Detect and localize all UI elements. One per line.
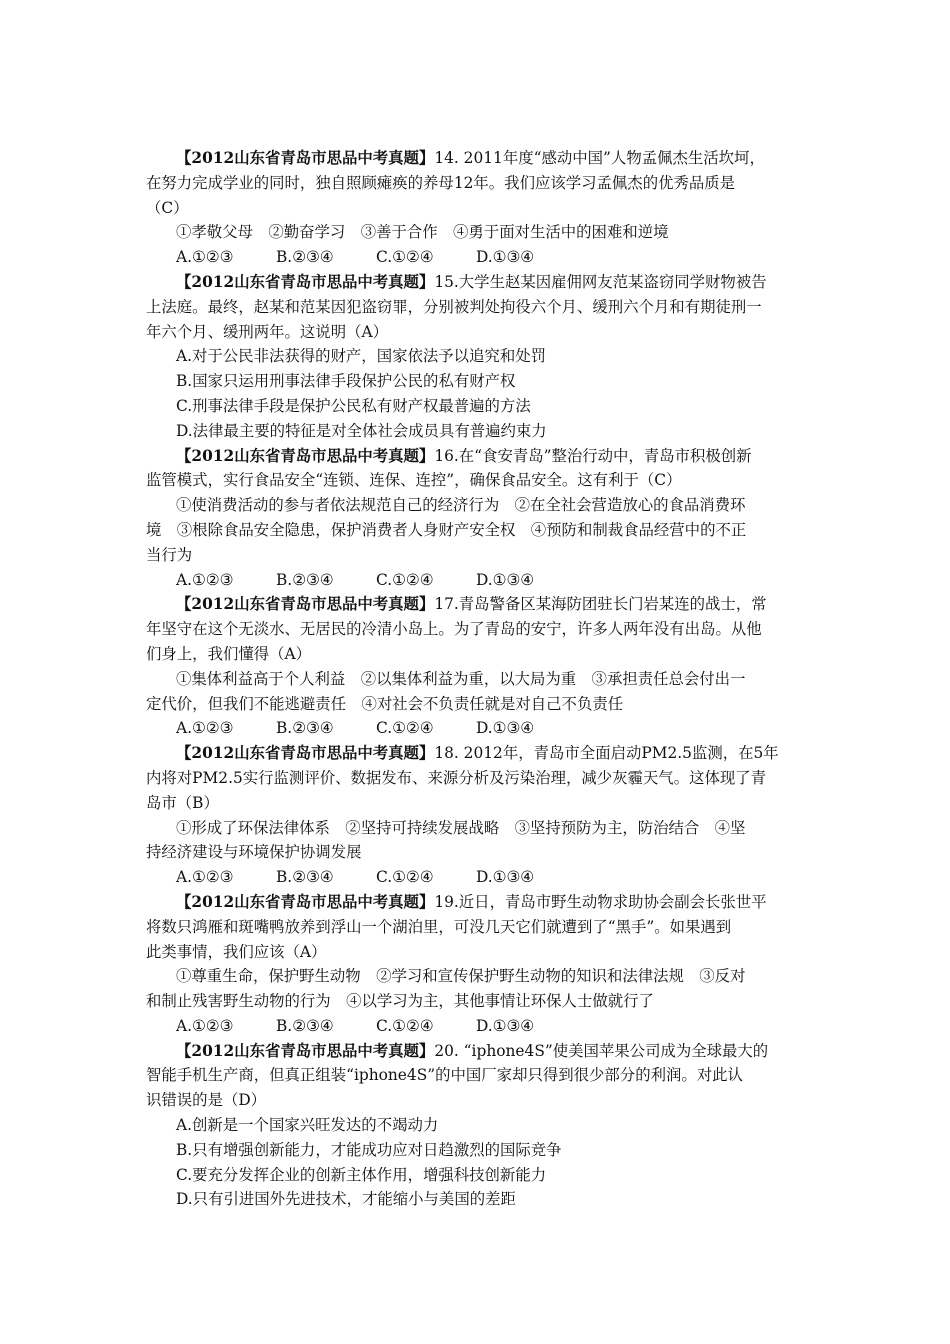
- option-d: D.①③④: [476, 248, 535, 267]
- statement-items: ①集体利益高于个人利益 ②以集体利益为重，以大局为重 ③承担责任总会付出一: [176, 669, 746, 688]
- question-first-line: 【2012山东省青岛市思品中考真题】15.大学生赵某因雇佣网友范某盗窃同学财物被告: [176, 272, 767, 291]
- option-a: A.①②③: [176, 868, 234, 887]
- question-19: [146, 890, 814, 1039]
- option-c: C.①②④: [376, 868, 434, 887]
- answer-options: [146, 865, 814, 890]
- choice-d: D.法律最主要的特征是对全体社会成员具有普遍约束力: [176, 421, 547, 440]
- answer-options: [146, 1014, 814, 1039]
- statement-items: ①孝敬父母 ②勤奋学习 ③善于合作 ④勇于面对生活中的困难和逆境: [176, 223, 669, 242]
- option-b: B.②③④: [276, 719, 334, 738]
- statement-items-cont: 定代价，但我们不能逃避责任 ④对社会不负责任就是对自己不负责任: [146, 694, 624, 713]
- question-source: 【2012山东省青岛市思品中考真题】: [176, 744, 435, 763]
- question-14: [146, 146, 814, 270]
- statement-items: ①形成了环保法律体系 ②坚持可持续发展战略 ③坚持预防为主，防治结合 ④坚: [176, 818, 746, 837]
- option-d: D.①③④: [476, 719, 535, 738]
- question-17: [146, 592, 814, 741]
- option-d: D.①③④: [476, 570, 535, 589]
- question-text-line: 智能手机生产商，但真正组装“iphone4S”的中国厂家却只得到很少部分的利润。对此认: [146, 1066, 743, 1085]
- option-d: D.①③④: [476, 1016, 535, 1035]
- document-body: [146, 146, 814, 1212]
- question-first-line: 【2012山东省青岛市思品中考真题】20. “iphone4S”使美国苹果公司成为全球最大的: [176, 1041, 769, 1060]
- question-18: [146, 741, 814, 890]
- question-text-line: 上法庭。最终，赵某和范某因犯盗窃罪，分别被判处拘役六个月、缓刑六个月和有期徒刑一: [146, 297, 762, 316]
- question-first-line: 【2012山东省青岛市思品中考真题】14. 2011年度“感动中国”人物孟佩杰生活坎坷，: [176, 149, 765, 167]
- question-text-line: 年坚守在这个无淡水、无居民的冷清小岛上。为了青岛的安宁，许多人两年没有出岛。从他: [146, 620, 762, 639]
- question-text-line: 在努力完成学业的同时，独自照顾瘫痪的养母12年。我们应该学习孟佩杰的优秀品质是: [146, 173, 736, 192]
- option-b: B.②③④: [276, 570, 334, 589]
- statement-items-cont: 当行为: [146, 545, 193, 564]
- option-c: C.①②④: [376, 1016, 434, 1035]
- option-b: B.②③④: [276, 868, 334, 887]
- option-c: C.①②④: [376, 570, 434, 589]
- question-text-line: 岛市（B）: [146, 793, 219, 812]
- question-first-line: 【2012山东省青岛市思品中考真题】18. 2012年，青岛市全面启动PM2.5监测，在5年: [176, 744, 779, 763]
- answer-options: [146, 245, 814, 270]
- question-text-line: 此类事情，我们应该（A）: [146, 942, 327, 961]
- option-d: D.①③④: [476, 868, 535, 887]
- question-15: [146, 270, 814, 444]
- statement-items: ①使消费活动的参与者依法规范自己的经济行为 ②在全社会营造放心的食品消费环: [176, 496, 746, 515]
- question-text-line: 识错误的是（D）: [146, 1091, 267, 1110]
- question-text-line: （C）: [146, 198, 189, 217]
- question-first-line: 【2012山东省青岛市思品中考真题】16.在“食安青岛”整治行动中，青岛市积极创新: [176, 446, 752, 465]
- question-source: 【2012山东省青岛市思品中考真题】: [176, 595, 435, 614]
- question-text-line: 年六个月、缓刑两年。这说明（A）: [146, 322, 388, 341]
- choice-c: C.刑事法律手段是保护公民私有财产权最普遍的方法: [176, 396, 531, 415]
- question-source: 【2012山东省青岛市思品中考真题】: [176, 149, 435, 167]
- option-b: B.②③④: [276, 248, 334, 267]
- question-first-line: 【2012山东省青岛市思品中考真题】19.近日，青岛市野生动物求助协会副会长张世平: [176, 892, 767, 911]
- option-a: A.①②③: [176, 248, 234, 267]
- question-text-line: 监管模式，实行食品安全“连锁、连保、连控”，确保食品安全。这有利于（C）: [146, 471, 682, 490]
- choice-b: B.只有增强创新能力，才能成功应对日趋激烈的国际竞争: [176, 1140, 562, 1159]
- question-16: [146, 444, 814, 593]
- question-text-line: 内将对PM2.5实行监测评价、数据发布、来源分析及污染治理，减少灰霾天气。这体现了青: [146, 768, 767, 787]
- option-a: A.①②③: [176, 1016, 234, 1035]
- question-text-line: 将数只鸿雁和斑嘴鸭放养到浮山一个湖泊里，可没几天它们就遭到了“黑手”。如果遇到: [146, 917, 732, 936]
- option-a: A.①②③: [176, 719, 234, 738]
- answer-options: [146, 716, 814, 741]
- question-source: 【2012山东省青岛市思品中考真题】: [176, 446, 435, 465]
- question-source: 【2012山东省青岛市思品中考真题】: [176, 892, 435, 911]
- choice-d: D.只有引进国外先进技术，才能缩小与美国的差距: [176, 1190, 516, 1209]
- question-text-line: 们身上，我们懂得（A）: [146, 644, 312, 663]
- choice-c: C.要充分发挥企业的创新主体作用，增强科技创新能力: [176, 1165, 547, 1184]
- choice-b: B.国家只运用刑事法律手段保护公民的私有财产权: [176, 372, 516, 391]
- statement-items-cont: 和制止残害野生动物的行为 ④以学习为主，其他事情让环保人士做就行了: [146, 992, 654, 1011]
- option-c: C.①②④: [376, 719, 434, 738]
- question-20: [146, 1039, 814, 1213]
- question-source: 【2012山东省青岛市思品中考真题】: [176, 1041, 435, 1060]
- option-a: A.①②③: [176, 570, 234, 589]
- statement-items-cont: 持经济建设与环境保护协调发展: [146, 843, 362, 862]
- question-first-line: 【2012山东省青岛市思品中考真题】17.青岛警备区某海防团驻长门岩某连的战士，常: [176, 595, 767, 614]
- answer-options: [146, 568, 814, 593]
- question-source: 【2012山东省青岛市思品中考真题】: [176, 272, 435, 291]
- choice-a: A.对于公民非法获得的财产，国家依法予以追究和处罚: [176, 347, 546, 366]
- choice-a: A.创新是一个国家兴旺发达的不竭动力: [176, 1116, 439, 1135]
- statement-items-cont: 境 ③根除食品安全隐患，保护消费者人身财产安全权 ④预防和制裁食品经营中的不正: [146, 520, 747, 539]
- option-c: C.①②④: [376, 248, 434, 267]
- option-b: B.②③④: [276, 1016, 334, 1035]
- statement-items: ①尊重生命，保护野生动物 ②学习和宣传保护野生动物的知识和法律法规 ③反对: [176, 967, 746, 986]
